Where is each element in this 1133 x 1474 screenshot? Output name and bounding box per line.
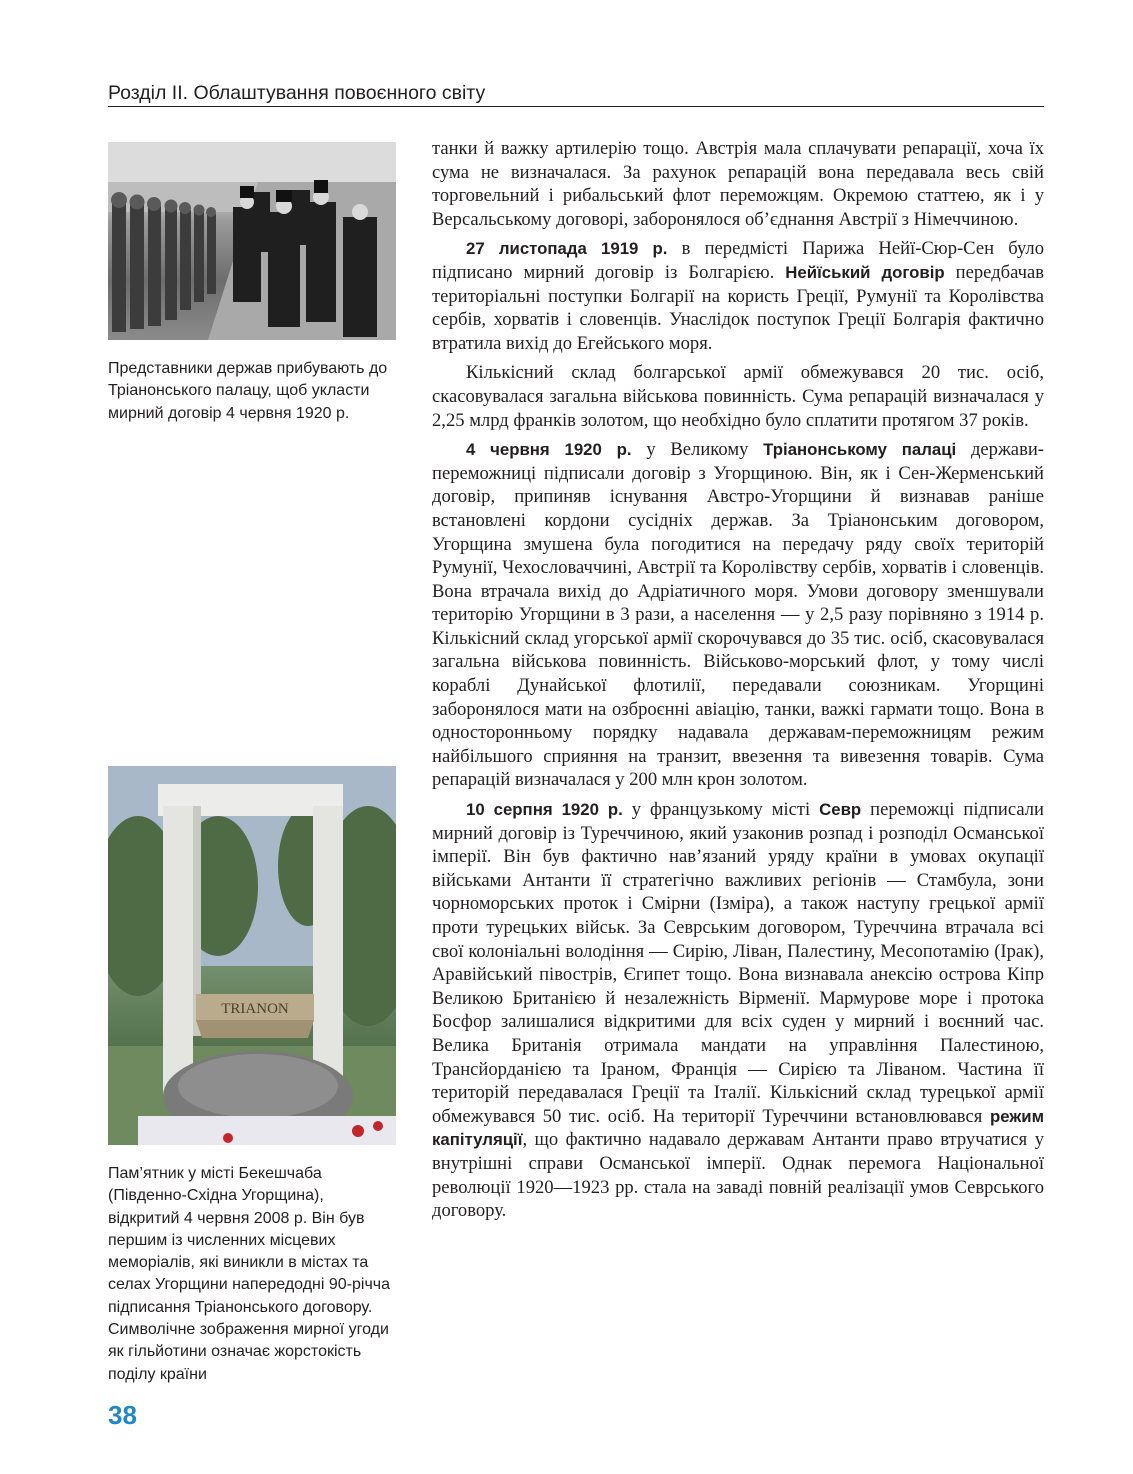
main-text [432, 137, 1044, 1223]
paragraph-text: , що фактично надавало державам Антанти право втручатися у внутрішні справи Османської імперії. Однак перемога Національної революції 1920—1923 рр. стала на заваді повній реалізації умов Севрського договору. [432, 1129, 1044, 1222]
paragraph-text: у Великому [631, 439, 764, 461]
header-rule [108, 106, 1044, 107]
key-date: 4 червня 1920 р. [466, 440, 632, 460]
paragraph [432, 361, 1044, 432]
paragraph [432, 438, 1044, 792]
paragraph-text: у французькому місті [622, 799, 820, 821]
paragraph-text: в передмісті Парижа Нейї-Сюр-Сен було підписано мирний договір із Болгарією. [432, 238, 1044, 283]
photo-trianon-monument [108, 766, 396, 1145]
paragraph-text: переможці підписали мирний договір із Туреччиною, який узаконив розпад і розподіл Османської імперії. Він був фактично нав’язаний уряду країни в умовах окупації військами Антанти її стратегічно важливих регіонів — Стамбула, зони чорноморських проток і Смірни (Ізміра), а також наступу грецької армії проти турецьких військ. За Севрським договором, Туреччина втрачала всі свої колоніальні володіння — Сирію, Ліван, Палестину, Месопотамію (Ірак), Аравійський півострів, Єгипет тощо. Вона визнавала анексію острова Кіпр Великою Британією й незалежність Вірменії. Мармурове море і протока Босфор залишалися відкритими для всіх суден у мирний і воєнний час. Велика Британія отримала мандати на управління Палестиною, Трансйорданією та Іраном, Франція — Сирією та Ліваном. Частина її територій передавалася Греції та Італії. Кількісний склад турецької армії обмежувався 50 тис. осіб. На території Туреччини встановлювався [432, 799, 1044, 1127]
paragraph [432, 798, 1044, 1223]
paragraph-text: танки й важку артилерію тощо. Австрія мала сплачувати репарації, хоча їх сума не визначалася. За рахунок репарацій вона передавала весь свій торговельний і рибальський флот переможцям. Окремою статтею, як і у Версальському договорі, заборонялося об’єднання Австрії з Німеччиною. [432, 138, 1044, 230]
photo-delegates-arriving [108, 142, 396, 340]
monument-sign-text: TRIANON [221, 1001, 289, 1017]
key-term: Севр [819, 800, 862, 820]
key-date: 27 листопада 1919 р. [466, 239, 668, 259]
key-date: 10 серпня 1920 р. [466, 800, 623, 820]
photo-caption-2: Пам’ятник у місті Бекешчаба (Південно-Східна Угорщина), відкритий 4 червня 2008 р. Він був першим із численних місцевих меморіалів, які виникли в містах та селах Угорщини напередодні 90-річча підписання Тріанонського договору. Символічне зображення мирної угоди як гільйотини означає жорстокість поділу країни [108, 1165, 391, 1383]
photo-caption-1: Представники держав прибувають до Тріанонського палацу, щоб укласти мирний договір 4 червня 1920 р. [108, 360, 388, 422]
page-number: 38 [108, 1400, 137, 1430]
paragraph-text: Кількісний склад болгарської армії обмежувався 20 тис. осіб, скасовувалася загальна військова повинність. Сума репарацій визначалася у 2,25 млрд франків золотом, що необхідно було сплатити протягом 37 років. [432, 362, 1044, 431]
paragraph [432, 237, 1044, 355]
key-term: Тріанонському палаці [763, 440, 957, 460]
running-header: Розділ ІІ. Облаштування повоєнного світу [108, 82, 486, 104]
key-term: режим капітуляції [432, 1106, 1044, 1150]
key-term: Нейїський договір [785, 262, 945, 282]
paragraph-text: передбачав територіальні поступки Болгарії на користь Греції, Румунії та Королівства сербів, хорватів і словенців. Унаслідок поступок Греції Болгарія фактично втратила вихід до Егейського моря. [432, 261, 1045, 354]
paragraph-text: держави-переможниці підписали договір з Угорщиною. Він, як і Сен-Жерменський договір, припиняв існування Австро-Угорщини й визнавав раніше встановлені кордони сусідніх держав. За Тріанонським договором, Угорщина змушена була погодитися на передачу ряду своїх територій Румунії, Чехословаччині, Австрії та Королівству сербів, хорватів і словенців. Вона втрачала вихід до Адріатичного моря. Умови договору зменшували територію Угорщини в 3 рази, а населення — у 2,5 разу порівняно з 1914 р. Кількісний склад угорської армії скорочувався до 35 тис. осіб, скасовувалася загальна військова повинність. Військово-морський флот, у тому числі кораблі Дунайської флотилії, передавали союзникам. Угорщині заборонялося мати на озброєнні авіацію, танки, важкі гармати тощо. Вона в односторонньому порядку надавала державам-переможницям режим найбільшого сприяння на транзит, ввезення та вивезення товарів. Сума репарацій визначалася у 200 млн крон золотом. [432, 439, 1044, 791]
paragraph [432, 137, 1044, 231]
